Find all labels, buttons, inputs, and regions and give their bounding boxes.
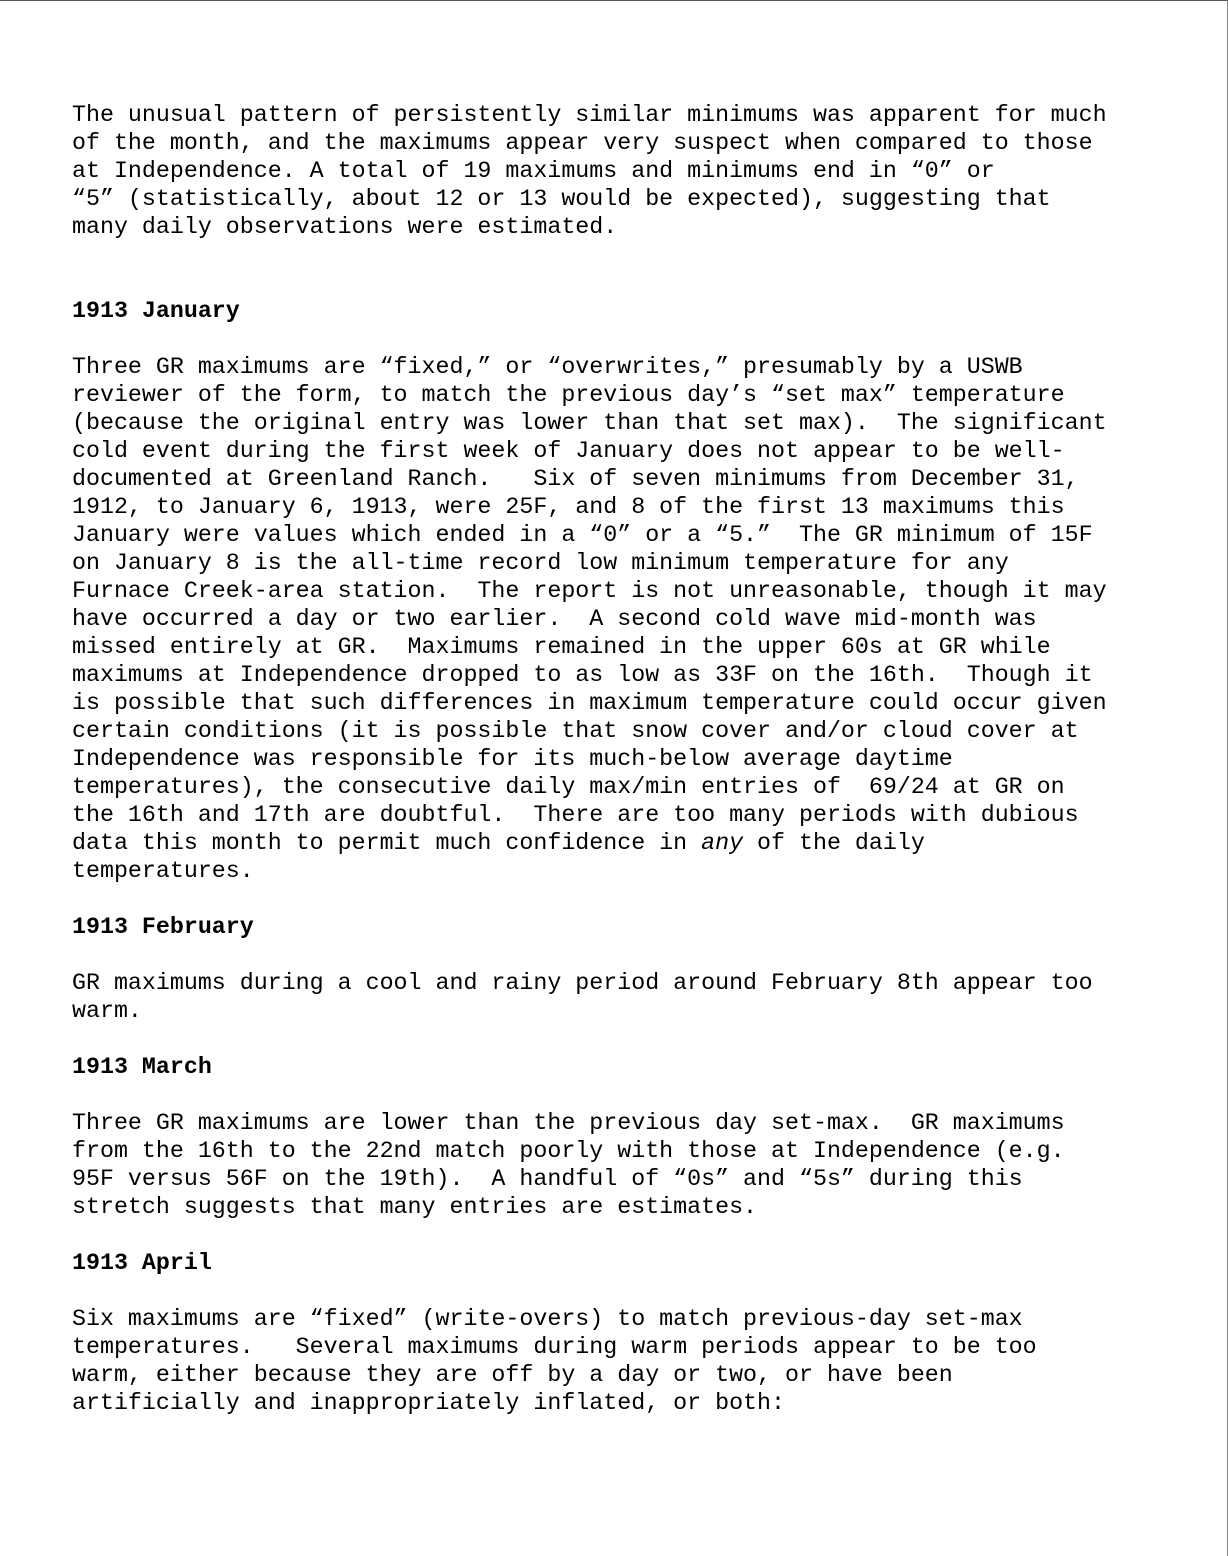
section-heading-april: 1913 April	[72, 1250, 212, 1276]
text-line: is possible that such differences in maximum temperature could occur given	[72, 690, 1107, 716]
text-line: (because the original entry was lower than that set max). The significant	[72, 410, 1107, 436]
document-page	[72, 101, 1192, 1417]
spacer	[72, 1277, 1192, 1305]
text-segment: of the daily	[743, 830, 925, 856]
spacer	[72, 241, 1192, 297]
text-line: Furnace Creek-area station. The report is not unreasonable, though it may	[72, 578, 1107, 604]
text-line: on January 8 is the all-time record low minimum temperature for any	[72, 550, 1009, 576]
january-paragraph	[72, 353, 1192, 885]
february-paragraph	[72, 969, 1192, 1025]
text-line: Independence was responsible for its much-below average daytime	[72, 746, 953, 772]
spacer	[72, 1221, 1192, 1249]
section-heading-march: 1913 March	[72, 1054, 212, 1080]
spacer	[72, 941, 1192, 969]
spacer	[72, 1025, 1192, 1053]
text-line: documented at Greenland Ranch. Six of seven minimums from December 31,	[72, 466, 1079, 492]
text-line: The unusual pattern of persistently similar minimums was apparent for much	[72, 102, 1107, 128]
spacer	[72, 885, 1192, 913]
text-line: at Independence. A total of 19 maximums and minimums end in “0” or	[72, 158, 995, 184]
section-heading-february: 1913 February	[72, 914, 254, 940]
intro-paragraph	[72, 101, 1192, 241]
spacer	[72, 325, 1192, 353]
text-line: 1912, to January 6, 1913, were 25F, and 8 of the first 13 maximums this	[72, 494, 1065, 520]
text-line: January were values which ended in a “0” or a “5.” The GR minimum of 15F	[72, 522, 1093, 548]
text-line: cold event during the first week of January does not appear to be well-	[72, 438, 1065, 464]
text-line: have occurred a day or two earlier. A second cold wave mid-month was	[72, 606, 1037, 632]
text-line: of the month, and the maximums appear very suspect when compared to those	[72, 130, 1093, 156]
text-line: 95F versus 56F on the 19th). A handful of “0s” and “5s” during this	[72, 1166, 1023, 1192]
text-line: from the 16th to the 22nd match poorly with those at Independence (e.g.	[72, 1138, 1065, 1164]
text-line: the 16th and 17th are doubtful. There are too many periods with dubious	[72, 802, 1079, 828]
text-line: temperatures), the consecutive daily max/min entries of 69/24 at GR on	[72, 774, 1065, 800]
emphasis-text: any	[701, 830, 744, 856]
text-line: stretch suggests that many entries are estimates.	[72, 1194, 758, 1220]
text-line: artificially and inappropriately inflated, or both:	[72, 1390, 786, 1416]
text-line: certain conditions (it is possible that snow cover and/or cloud cover at	[72, 718, 1079, 744]
march-paragraph	[72, 1109, 1192, 1221]
text-line	[72, 829, 1192, 857]
text-line: temperatures.	[72, 858, 254, 884]
april-paragraph	[72, 1305, 1192, 1417]
text-line: “5” (statistically, about 12 or 13 would be expected), suggesting that	[72, 186, 1051, 212]
text-line: Six maximums are “fixed” (write-overs) to match previous-day set-max	[72, 1306, 1023, 1332]
text-line: temperatures. Several maximums during warm periods appear to be too	[72, 1334, 1037, 1360]
text-line: reviewer of the form, to match the previous day’s “set max” temperature	[72, 382, 1065, 408]
text-line: warm.	[72, 998, 142, 1024]
text-line: GR maximums during a cool and rainy period around February 8th appear too	[72, 970, 1093, 996]
text-line: maximums at Independence dropped to as low as 33F on the 16th. Though it	[72, 662, 1093, 688]
spacer	[72, 1081, 1192, 1109]
text-line: Three GR maximums are “fixed,” or “overwrites,” presumably by a USWB	[72, 354, 1023, 380]
section-heading-january: 1913 January	[72, 298, 240, 324]
text-line: Three GR maximums are lower than the previous day set-max. GR maximums	[72, 1110, 1065, 1136]
text-line: warm, either because they are off by a day or two, or have been	[72, 1362, 953, 1388]
text-segment: data this month to permit much confidence in	[72, 830, 702, 856]
text-line: missed entirely at GR. Maximums remained in the upper 60s at GR while	[72, 634, 1051, 660]
text-line: many daily observations were estimated.	[72, 214, 618, 240]
